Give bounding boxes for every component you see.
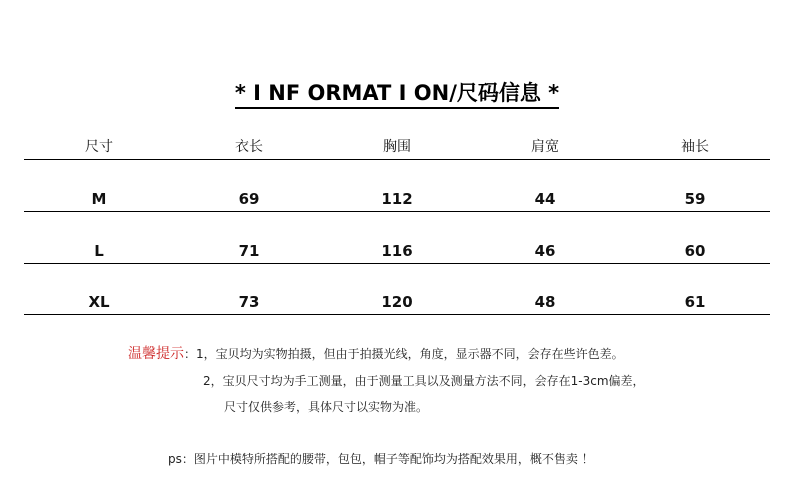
- cell-size: XL: [88, 293, 110, 311]
- table-header-row: [24, 137, 770, 157]
- cell-shoulder: 46: [534, 242, 556, 260]
- cell-sleeve: 60: [684, 242, 706, 260]
- table-divider: [24, 314, 770, 315]
- cell-chest: 120: [381, 293, 413, 311]
- table-row: [24, 189, 770, 209]
- table-row: [24, 241, 770, 261]
- cell-sleeve: 61: [684, 293, 706, 311]
- table-row: [24, 292, 770, 312]
- cell-chest: 112: [381, 190, 413, 208]
- cell-length: 73: [238, 293, 260, 311]
- header-sleeve: 袖长: [681, 139, 709, 155]
- note-line-3: 尺寸仅供参考，具体尺寸以实物为准。: [224, 400, 429, 414]
- cell-length: 69: [238, 190, 260, 208]
- cell-length: 71: [238, 242, 260, 260]
- cell-shoulder: 44: [534, 190, 556, 208]
- table-divider: [24, 211, 770, 212]
- header-length: 衣长: [235, 139, 263, 155]
- header-shoulder: 肩宽: [531, 139, 559, 155]
- note-line-1: [128, 346, 624, 362]
- cell-chest: 116: [381, 242, 413, 260]
- note-text-1: ：1，宝贝均为实物拍摄，但由于拍摄光线，角度，显示器不同，会存在些许色差。: [184, 347, 624, 361]
- cell-sleeve: 59: [684, 190, 706, 208]
- tip-label: 温馨提示: [128, 346, 184, 362]
- cell-shoulder: 48: [534, 293, 556, 311]
- page-title: [0, 80, 794, 109]
- title-text: * I NF ORMAT I ON/尺码信息 *: [235, 80, 559, 109]
- ps-note: ps：图片中模特所搭配的腰带，包包，帽子等配饰均为搭配效果用，概不售卖 ！: [168, 452, 594, 466]
- cell-size: L: [94, 242, 104, 260]
- table-divider: [24, 159, 770, 160]
- header-size: 尺寸: [85, 139, 113, 155]
- note-line-2: 2，宝贝尺寸均为手工测量，由于测量工具以及测量方法不同，会存在1-3cm偏差，: [203, 374, 645, 388]
- cell-size: M: [91, 190, 107, 208]
- header-chest: 胸围: [383, 139, 411, 155]
- table-divider: [24, 263, 770, 264]
